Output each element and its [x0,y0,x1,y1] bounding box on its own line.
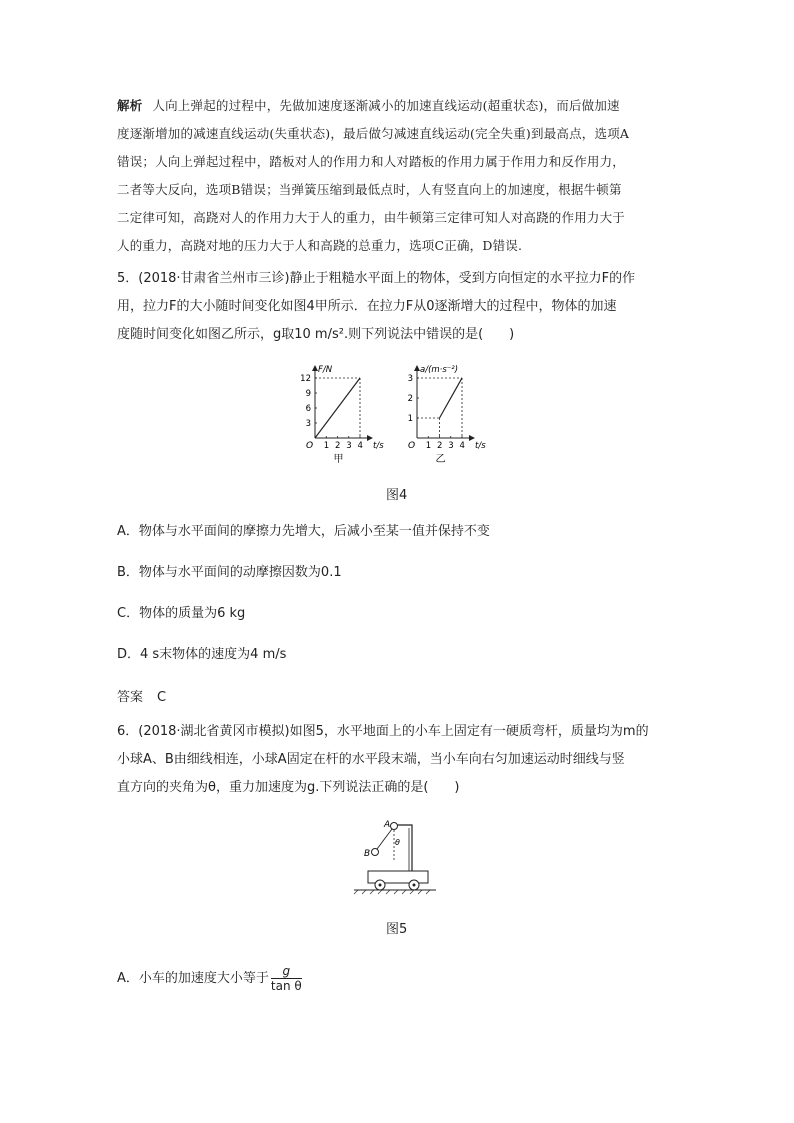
y-tick-label: 9 [305,389,311,399]
origin-label: O [306,441,314,451]
option-b: B．物体与水平面间的动摩擦因数为0.1 [117,565,342,580]
y-tick-label: 12 [300,374,311,384]
question-line: 用，拉力F的大小随时间变化如图4甲所示．在拉力F从0逐渐增大的过程中，物体的加速 [117,299,617,314]
origin-label: O [408,441,416,451]
x-tick-label: 2 [437,441,443,451]
cart-diagram [350,815,440,895]
answer-label: 答案 [117,690,144,705]
fraction-denominator: tan θ [270,979,302,993]
option-c: C．物体的质量为6 kg [117,606,246,621]
analysis-label: 解析 [117,98,143,113]
question-line: 度随时间变化如图乙所示，g取10 m/s².则下列说法中错误的是( ) [117,327,515,342]
question-line: 小球A、B由细线相连，小球A固定在杆的水平段末端，当小车向右匀加速运动时细线与竖 [117,752,625,767]
question-6-stem [117,718,679,802]
series-line [315,378,360,438]
ground-hatch [354,890,430,894]
option-a: A．物体与水平面间的摩擦力先增大，后减小至某一值并保持不变 [117,524,490,539]
fraction [271,964,302,993]
question-6-option-a [117,964,302,993]
bent-rod [397,825,412,871]
chart-title: 乙 [435,454,446,465]
figure-4-caption: 图4 [386,488,408,503]
figure-5-caption: 图5 [386,922,408,937]
analysis-line: 二者等大反向，选项B错误；当弹簧压缩到最低点时，人有竖直向上的加速度，根据牛顿第 [117,182,622,197]
y-tick-label: 2 [407,394,413,404]
analysis-line: 错误；人向上弹起过程中，踏板对人的作用力和人对踏板的作用力属于作用力和反作用力， [117,154,626,169]
label-a: A [384,820,391,830]
x-tick-label: 1 [425,441,432,451]
x-tick-label: 4 [459,441,465,451]
x-axis-label: t/s [373,441,384,451]
option-a-text: A．小车的加速度大小等于 [117,971,269,986]
chart-title: 甲 [333,454,344,465]
label-theta: θ [395,838,400,847]
x-tick-label: 3 [448,441,454,451]
y-tick-label: 1 [407,414,413,424]
label-b: B [364,849,371,859]
analysis-paragraph [117,92,679,260]
question-5-stem [117,265,679,349]
chart-yi [408,365,487,465]
ball-b [372,849,379,856]
chart-jia [300,365,384,465]
question-line: 5．(2018·甘肃省兰州市三诊)静止于粗糙水平面上的物体，受到方向恒定的水平拉力F的作 [117,271,636,286]
analysis-line: 度逐渐增加的减速直线运动(失重状态)，最后做匀减速直线运动(完全失重)到最高点，选项A [117,126,630,141]
y-tick-label: 3 [305,419,311,429]
series-line [440,378,463,418]
fraction-numerator: g [271,964,302,979]
answer-value: C [157,690,167,705]
question-line: 直方向的夹角为θ，重力加速度为g.下列说法正确的是( ) [117,780,460,795]
x-axis-label: t/s [475,441,486,451]
x-tick-label: 2 [335,441,341,451]
y-axis-label: a/(m·s⁻²) [420,365,459,375]
figure-5 [350,815,440,895]
analysis-line: 二定律可知，高跷对人的作用力大于人的重力，由牛顿第三定律可知人对高跷的作用力大于 [117,210,626,225]
analysis-line: 人的重力，高跷对地的压力大于人和高跷的总重力，选项C正确，D错误. [117,238,523,253]
figure-4-graphs [290,362,510,466]
x-tick-label: 3 [346,441,352,451]
x-tick-label: 4 [357,441,363,451]
y-tick-label: 3 [407,374,413,384]
question-line: 6．(2018·湖北省黄冈市模拟)如图5，水平地面上的小车上固定有一硬质弯杆，质量均为m的 [117,724,649,739]
y-axis-label: F/N [318,365,333,375]
ball-a [391,823,398,830]
analysis-text: 人向上弹起的过程中，先做加速度逐渐减小的加速直线运动(超重状态)，而后做加速 [152,98,620,113]
answer [117,686,166,705]
y-tick-label: 6 [305,404,311,414]
x-tick-label: 1 [323,441,330,451]
analysis-line [117,92,679,120]
figure-4 [290,362,510,466]
string [377,829,392,849]
option-d: D．4 s末物体的速度为4 m/s [117,647,287,662]
